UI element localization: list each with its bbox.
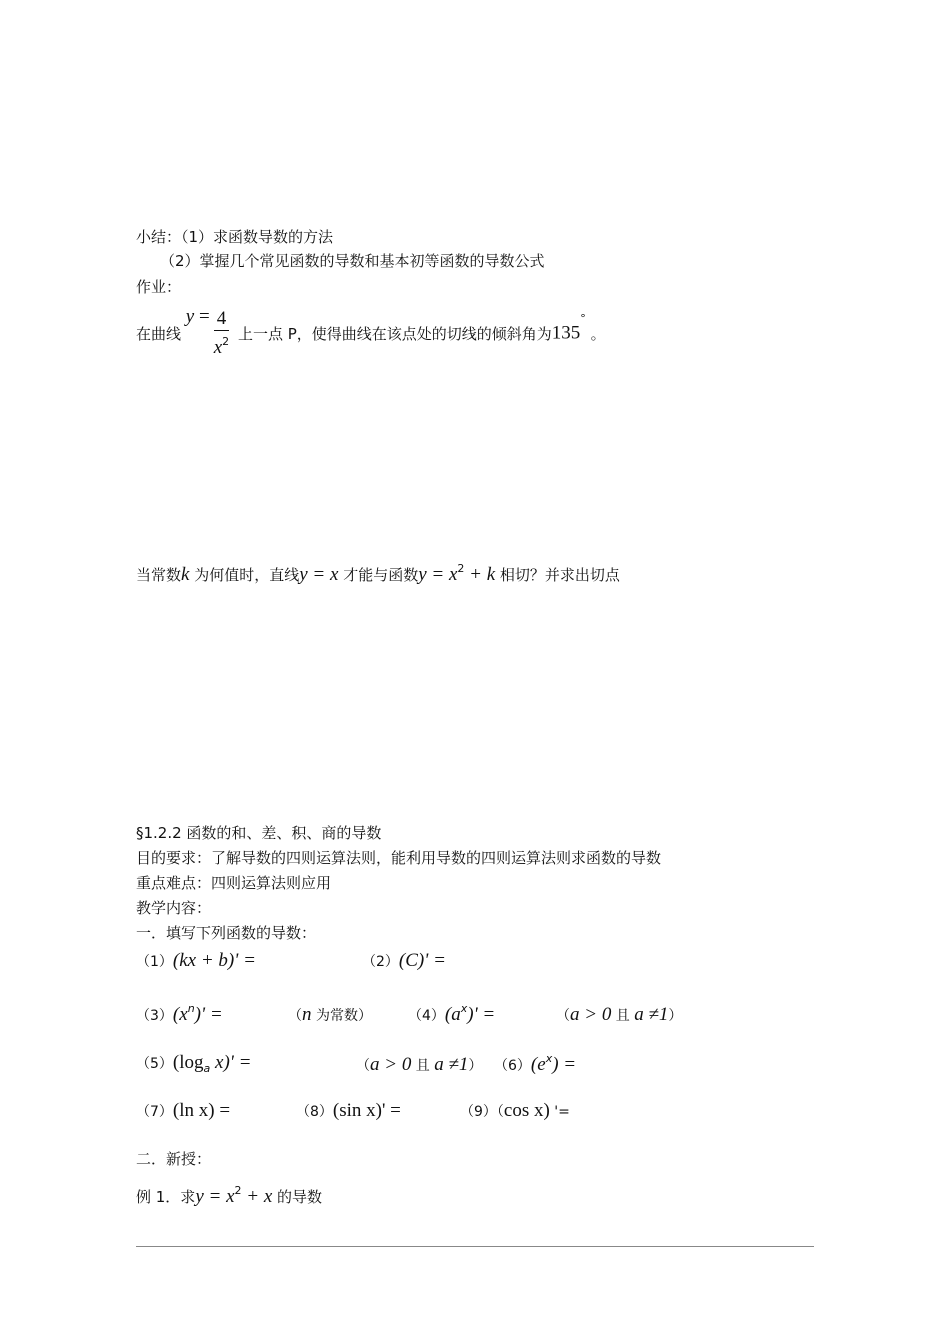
q1-y: y — [185, 306, 195, 327]
item-9-expr: cos x) — [503, 1100, 550, 1121]
item-4-cond-b: a ≠1 — [634, 1004, 669, 1025]
item-5-condition — [356, 1054, 482, 1076]
q2-k: k — [181, 564, 190, 585]
q1-angle: 135 — [551, 322, 581, 344]
item-3-tail: )' = — [194, 1004, 223, 1025]
summary-line-1: 小结：（1）求函数导数的方法 — [136, 228, 334, 246]
q2-func-y: y = x — [418, 564, 458, 585]
item-4-base: (a — [444, 1004, 461, 1025]
item-8-number: （8） — [296, 1104, 333, 1120]
item-5-cond-open: （ — [356, 1058, 370, 1074]
homework-question-2 — [136, 558, 620, 586]
item-3-base: (x — [172, 1004, 188, 1025]
q1-numerator: 4 — [214, 308, 230, 331]
homework-label: 作业： — [136, 278, 182, 296]
part1-heading: 一．填写下列函数的导数： — [136, 924, 317, 942]
q2-func-exp: 2 — [457, 562, 465, 575]
footer-divider — [136, 1246, 814, 1247]
example-1-suffix: 的导数 — [272, 1188, 323, 1206]
item-9-number: （9） — [460, 1104, 497, 1120]
item-5-cond-close: ） — [468, 1058, 483, 1074]
item-2-expr: (C)' = — [398, 950, 446, 971]
item-2 — [362, 950, 446, 972]
part2-heading: 二．新授： — [136, 1150, 212, 1168]
q1-denominator-x: x — [213, 337, 223, 358]
item-4-cond-and: 且 — [611, 1008, 635, 1024]
item-5-log-base: a — [203, 1062, 211, 1075]
item-4-cond-a: a > 0 — [570, 1004, 612, 1025]
item-8 — [296, 1100, 401, 1122]
homework-question-1 — [136, 306, 606, 359]
item-3-note-var: n — [302, 1004, 312, 1025]
item-4-condition — [556, 1004, 682, 1026]
item-7-expr: (ln x) = — [172, 1100, 231, 1121]
item-9 — [460, 1100, 570, 1122]
item-3 — [136, 1002, 223, 1026]
item-6 — [494, 1052, 576, 1076]
item-6-exp: x — [545, 1052, 553, 1065]
q2-b: 为何值时，直线 — [189, 566, 300, 584]
item-3-note-open: （ — [288, 1008, 302, 1024]
item-5-cond-a: a > 0 — [370, 1054, 412, 1075]
item-5-number: （5） — [136, 1056, 173, 1072]
q1-end: 。 — [585, 325, 606, 343]
item-3-note — [288, 1004, 372, 1026]
item-4-cond-open: （ — [556, 1008, 570, 1024]
item-4-tail: )' = — [467, 1004, 496, 1025]
item-2-number: （2） — [362, 954, 399, 970]
item-5 — [136, 1052, 251, 1075]
q2-c: 才能与函数 — [338, 566, 419, 584]
item-7 — [136, 1100, 230, 1122]
item-5-log: (log — [172, 1052, 204, 1073]
item-5-cond-b: a ≠1 — [434, 1054, 469, 1075]
item-6-base: (e — [530, 1054, 546, 1075]
item-3-number: （3） — [136, 1008, 173, 1024]
item-4-number: （4） — [408, 1008, 445, 1024]
example-1 — [136, 1180, 322, 1208]
item-3-exp: n — [187, 1002, 195, 1015]
item-8-expr: (sin x)' = — [332, 1100, 401, 1121]
item-5-cond-and: 且 — [411, 1058, 435, 1074]
q1-denominator-exp: 2 — [222, 335, 230, 348]
q1-degree: ° — [580, 312, 586, 325]
q2-line-eq: y = x — [299, 564, 339, 585]
example-1-exp: 2 — [234, 1184, 242, 1197]
q1-fraction — [214, 308, 230, 359]
q2-d: 相切？并求出切点 — [495, 566, 620, 584]
q2-a: 当常数 — [136, 566, 182, 584]
item-7-number: （7） — [136, 1104, 173, 1120]
item-4-exp: x — [460, 1002, 468, 1015]
item-4 — [408, 1002, 495, 1026]
q1-middle: 上一点 P，使得曲线在该点处的切线的倾斜角为 — [233, 325, 552, 343]
section-key-points: 重点难点：四则运算法则应用 — [136, 874, 332, 892]
section-title: §1.2.2 函数的和、差、积、商的导数 — [136, 824, 382, 842]
item-5-tail: x)' = — [210, 1052, 252, 1073]
summary-line-2: （2）掌握几个常见函数的导数和基本初等函数的导数公式 — [160, 252, 545, 270]
example-1-prefix: 例 1．求 — [136, 1188, 196, 1206]
item-9-tail: '= — [549, 1104, 570, 1120]
section-goal: 目的要求：了解导数的四则运算法则，能利用导数的四则运算法则求函数的导数 — [136, 849, 662, 867]
q1-eq: = — [194, 306, 210, 327]
example-1-y: y = x — [195, 1186, 235, 1207]
section-content-label: 教学内容： — [136, 899, 212, 917]
item-1-expr: (kx + b)' = — [172, 950, 256, 971]
q1-prefix: 在曲线 — [136, 325, 182, 343]
item-6-tail: ) = — [552, 1054, 577, 1075]
item-4-cond-close: ） — [668, 1008, 683, 1024]
item-6-number: （6） — [494, 1058, 531, 1074]
item-3-note-text: 为常数） — [311, 1008, 372, 1024]
item-1 — [136, 950, 256, 972]
q2-func-rest: + k — [464, 564, 496, 585]
item-9-open: （ — [496, 1104, 504, 1120]
item-1-number: （1） — [136, 954, 173, 970]
example-1-rest: + x — [241, 1186, 273, 1207]
